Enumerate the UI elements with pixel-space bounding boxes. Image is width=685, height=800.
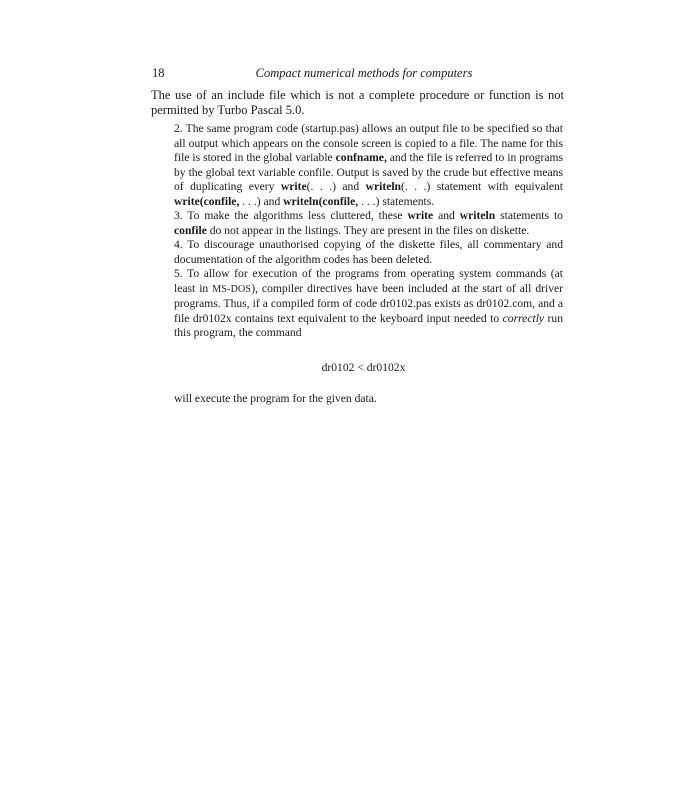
item-2-text-3: (. . .) and <box>306 180 366 193</box>
code-write-2: write <box>407 209 434 222</box>
item-3-text-2: and <box>433 209 460 222</box>
item-3-text-3: statements to <box>495 209 563 222</box>
item-2-text-6: . . .) statements. <box>358 194 435 208</box>
item-3 <box>174 209 563 238</box>
item-2 <box>174 122 563 209</box>
emphasis-correctly: correctly <box>502 311 545 325</box>
item-5-text-3: run this program, the command <box>174 311 563 339</box>
intro-paragraph: The use of an include file which is not a complete procedure or function is not permitted by Turbo Pascal 5.0. <box>151 88 564 117</box>
code-confile: confile <box>174 223 207 237</box>
ms-dos-smallcaps: MS-DOS <box>212 283 252 295</box>
code-writeln-confile: writeln(confile, <box>283 194 359 208</box>
item-5-text-1: 5. To allow for execution of the programs from operating system commands (at least in <box>174 267 563 295</box>
item-2-text-2: and the file is referred to in programs by the global text variable confile. Output is saved by the crude but effective means of duplicating every <box>174 151 563 193</box>
code-writeln: writeln <box>365 180 402 193</box>
command-line: dr0102 < dr0102x <box>321 360 406 374</box>
numbered-items <box>174 122 563 407</box>
item-5 <box>174 267 563 341</box>
closing-sentence: will execute the program for the given data. <box>174 392 377 405</box>
item-4: 4. To discourage unauthorised copying of the diskette files, all commentary and documentation of the algorithm codes has been deleted. <box>174 238 563 266</box>
item-2-text-4: (. . .) statement with equivalent <box>401 180 563 193</box>
code-confname: confname, <box>335 151 387 164</box>
item-2-text-5: . . .) and <box>239 194 284 208</box>
code-writeln-2: writeln <box>459 209 496 222</box>
running-title: Compact numerical methods for computers <box>255 66 473 80</box>
code-write: write <box>280 180 307 193</box>
item-5-text-2: ), compiler directives have been included at the start of all driver programs. Thus, if a compiled form of code dr0102.pas exists as dr0102.com, and a file dr0102x contains text equivalent to the keyboard input needed to <box>174 281 563 325</box>
item-3-text-4: do not appear in the listings. They are present in the files on diskette. <box>206 223 530 237</box>
item-3-text-1: 3. To make the algorithms less cluttered, these <box>174 209 408 222</box>
page-number: 18 <box>152 66 165 80</box>
code-write-confile: write(confile, <box>174 194 240 208</box>
page-header <box>152 66 564 82</box>
item-2-text-1: 2. The same program code (startup.pas) allows an output file to be specified so that all output which appears on the console screen is copied to a file. The name for this file is stored in the global variable <box>174 122 563 164</box>
